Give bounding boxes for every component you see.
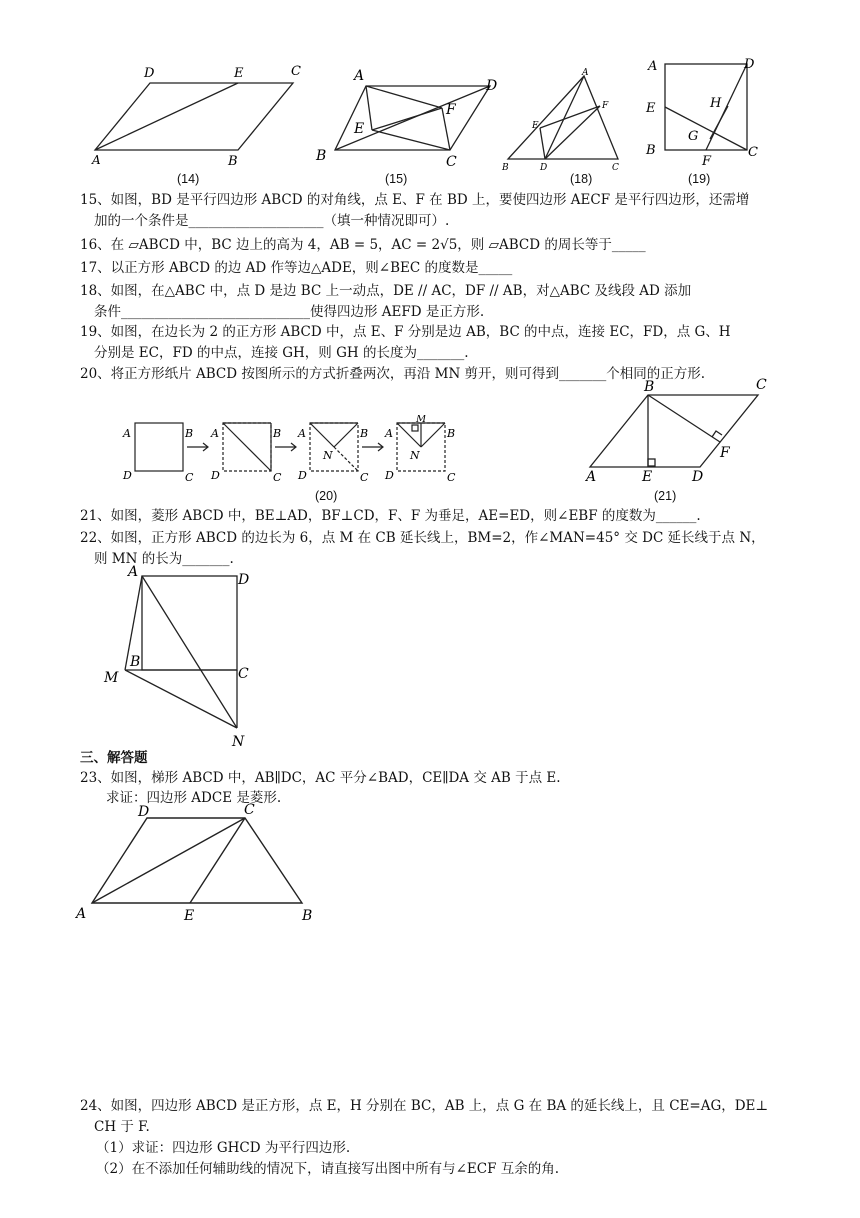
svg-text:A: A bbox=[298, 427, 306, 440]
svg-text:C: C bbox=[756, 377, 767, 393]
svg-text:A: A bbox=[586, 469, 597, 485]
question-22-line2: 则 MN 的长为_______. bbox=[94, 551, 234, 567]
question-24-part1: （1）求证：四边形 GHCD 为平行四边形. bbox=[96, 1140, 351, 1156]
svg-text:A: A bbox=[128, 564, 139, 580]
svg-text:C: C bbox=[446, 154, 457, 170]
figure-15 bbox=[310, 62, 510, 172]
svg-text:A: A bbox=[92, 153, 101, 167]
svg-text:D: D bbox=[385, 469, 394, 482]
question-19-line1: 19、如图，在边长为 2 的正方形 ABCD 中，点 E、F 分别是边 AB，BC 的中点，连接 EC，FD，点 G、H bbox=[80, 324, 731, 340]
svg-text:A: A bbox=[385, 427, 393, 440]
question-15-line2: 加的一个条件是____________________（填一种情况即可）. bbox=[94, 213, 450, 229]
question-18-line2: 条件____________________________使得四边形 AEFD 是正方形. bbox=[94, 304, 485, 320]
svg-text:N: N bbox=[323, 449, 333, 462]
svg-text:D: D bbox=[540, 163, 548, 173]
svg-text:G: G bbox=[688, 129, 699, 144]
caption-18: (18) bbox=[570, 172, 593, 186]
svg-text:C: C bbox=[360, 471, 369, 484]
svg-text:B: B bbox=[130, 654, 141, 670]
figure-14 bbox=[88, 58, 308, 168]
question-17: 17、以正方形 ABCD 的边 AD 作等边△ADE，则∠BEC 的度数是_____ bbox=[80, 260, 513, 276]
svg-text:A: A bbox=[354, 68, 365, 84]
figure-20 bbox=[120, 415, 465, 495]
question-24-part2: （2）在不添加任何辅助线的情况下，请直接写出图中所有与∠ECF 互余的角. bbox=[96, 1161, 560, 1177]
svg-text:F: F bbox=[602, 101, 609, 111]
question-23-line2: 求证：四边形 ADCE 是菱形. bbox=[106, 790, 282, 806]
caption-19: (19) bbox=[688, 172, 711, 186]
figure-22 bbox=[98, 562, 268, 752]
svg-text:D: D bbox=[486, 78, 498, 94]
svg-text:E: E bbox=[354, 121, 365, 137]
svg-text:E: E bbox=[184, 908, 195, 924]
svg-text:N: N bbox=[232, 734, 245, 750]
svg-text:A: A bbox=[582, 68, 589, 78]
caption-20: (20) bbox=[315, 489, 338, 503]
svg-text:C: C bbox=[447, 471, 456, 484]
svg-text:E: E bbox=[642, 469, 653, 485]
question-19-line2: 分别是 EC，FD 的中点，连接 GH，则 GH 的长度为_______. bbox=[94, 345, 469, 361]
question-20: 20、将正方形纸片 ABCD 按图所示的方式折叠两次，再沿 MN 剪开，则可得到_______个相同的正方形. bbox=[80, 366, 706, 382]
svg-text:M: M bbox=[416, 415, 427, 425]
svg-text:C: C bbox=[238, 666, 249, 682]
svg-text:N: N bbox=[410, 449, 420, 462]
svg-text:A: A bbox=[123, 427, 131, 440]
svg-text:B: B bbox=[273, 427, 282, 440]
svg-text:D: D bbox=[211, 469, 220, 482]
svg-text:B: B bbox=[228, 154, 238, 168]
svg-text:B: B bbox=[185, 427, 194, 440]
question-23-line1: 23、如图，梯形 ABCD 中，AB∥DC，AC 平分∠BAD，CE∥DA 交 AB 于点 E. bbox=[80, 770, 561, 786]
caption-15: (15) bbox=[385, 172, 408, 186]
svg-text:F: F bbox=[446, 102, 456, 118]
svg-text:D: D bbox=[138, 804, 150, 820]
svg-text:B: B bbox=[316, 148, 327, 164]
question-24-line2: CH 于 F. bbox=[94, 1119, 150, 1135]
svg-text:H: H bbox=[710, 96, 722, 111]
question-22-line1: 22、如图，正方形 ABCD 的边长为 6，点 M 在 CB 延长线上，BM=2，作∠MAN=45° 交 DC 延长线于点 N， bbox=[80, 530, 765, 546]
svg-text:A: A bbox=[76, 906, 87, 922]
question-18-line1: 18、如图，在△ABC 中，点 D 是边 BC 上一动点，DE // AC，DF // AB，对△ABC 及线段 AD 添加 bbox=[80, 283, 692, 299]
svg-text:F: F bbox=[720, 445, 730, 461]
svg-text:B: B bbox=[360, 427, 369, 440]
svg-text:B: B bbox=[646, 143, 656, 158]
svg-text:C: C bbox=[185, 471, 194, 484]
svg-text:B: B bbox=[302, 908, 313, 924]
svg-text:M: M bbox=[104, 670, 119, 686]
figure-19 bbox=[640, 52, 770, 172]
svg-text:C: C bbox=[612, 163, 619, 173]
svg-text:A: A bbox=[211, 427, 219, 440]
svg-text:F: F bbox=[702, 154, 712, 169]
svg-text:E: E bbox=[532, 121, 539, 131]
caption-14: (14) bbox=[177, 172, 200, 186]
svg-text:A: A bbox=[648, 59, 658, 74]
svg-text:C: C bbox=[244, 802, 255, 818]
svg-text:D: D bbox=[144, 66, 155, 81]
question-24-line1: 24、如图，四边形 ABCD 是正方形，点 E，H 分别在 BC，AB 上，点 G 在 BA 的延长线上，且 CE=AG，DE⊥ bbox=[80, 1098, 769, 1114]
caption-21: (21) bbox=[654, 489, 677, 503]
question-15-line1: 15、如图，BD 是平行四边形 ABCD 的对角线，点 E、F 在 BD 上，要使四边形 AECF 是平行四边形，还需增 bbox=[80, 192, 750, 208]
svg-text:B: B bbox=[644, 379, 655, 395]
figure-23 bbox=[72, 800, 332, 925]
svg-text:E: E bbox=[234, 66, 244, 81]
svg-text:E: E bbox=[646, 101, 656, 116]
svg-text:C: C bbox=[748, 145, 758, 160]
svg-text:C: C bbox=[291, 64, 301, 79]
svg-text:B: B bbox=[502, 163, 509, 173]
svg-text:D: D bbox=[298, 469, 307, 482]
question-21: 21、如图，菱形 ABCD 中，BE⊥AD，BF⊥CD，F、F 为垂足，AE=ED，则∠EBF 的度数为______. bbox=[80, 508, 701, 524]
figure-18 bbox=[500, 66, 630, 174]
svg-text:D: D bbox=[238, 572, 250, 588]
svg-text:D: D bbox=[692, 469, 704, 485]
section-heading: 三、解答题 bbox=[80, 750, 148, 765]
svg-text:D: D bbox=[123, 469, 132, 482]
svg-text:D: D bbox=[744, 57, 755, 72]
figure-21 bbox=[580, 375, 770, 490]
svg-text:B: B bbox=[447, 427, 456, 440]
question-16: 16、在 ▱ABCD 中，BC 边上的高为 4，AB = 5，AC = 2√5，则 ▱ABCD 的周长等于_____ bbox=[80, 237, 646, 253]
svg-text:C: C bbox=[273, 471, 282, 484]
